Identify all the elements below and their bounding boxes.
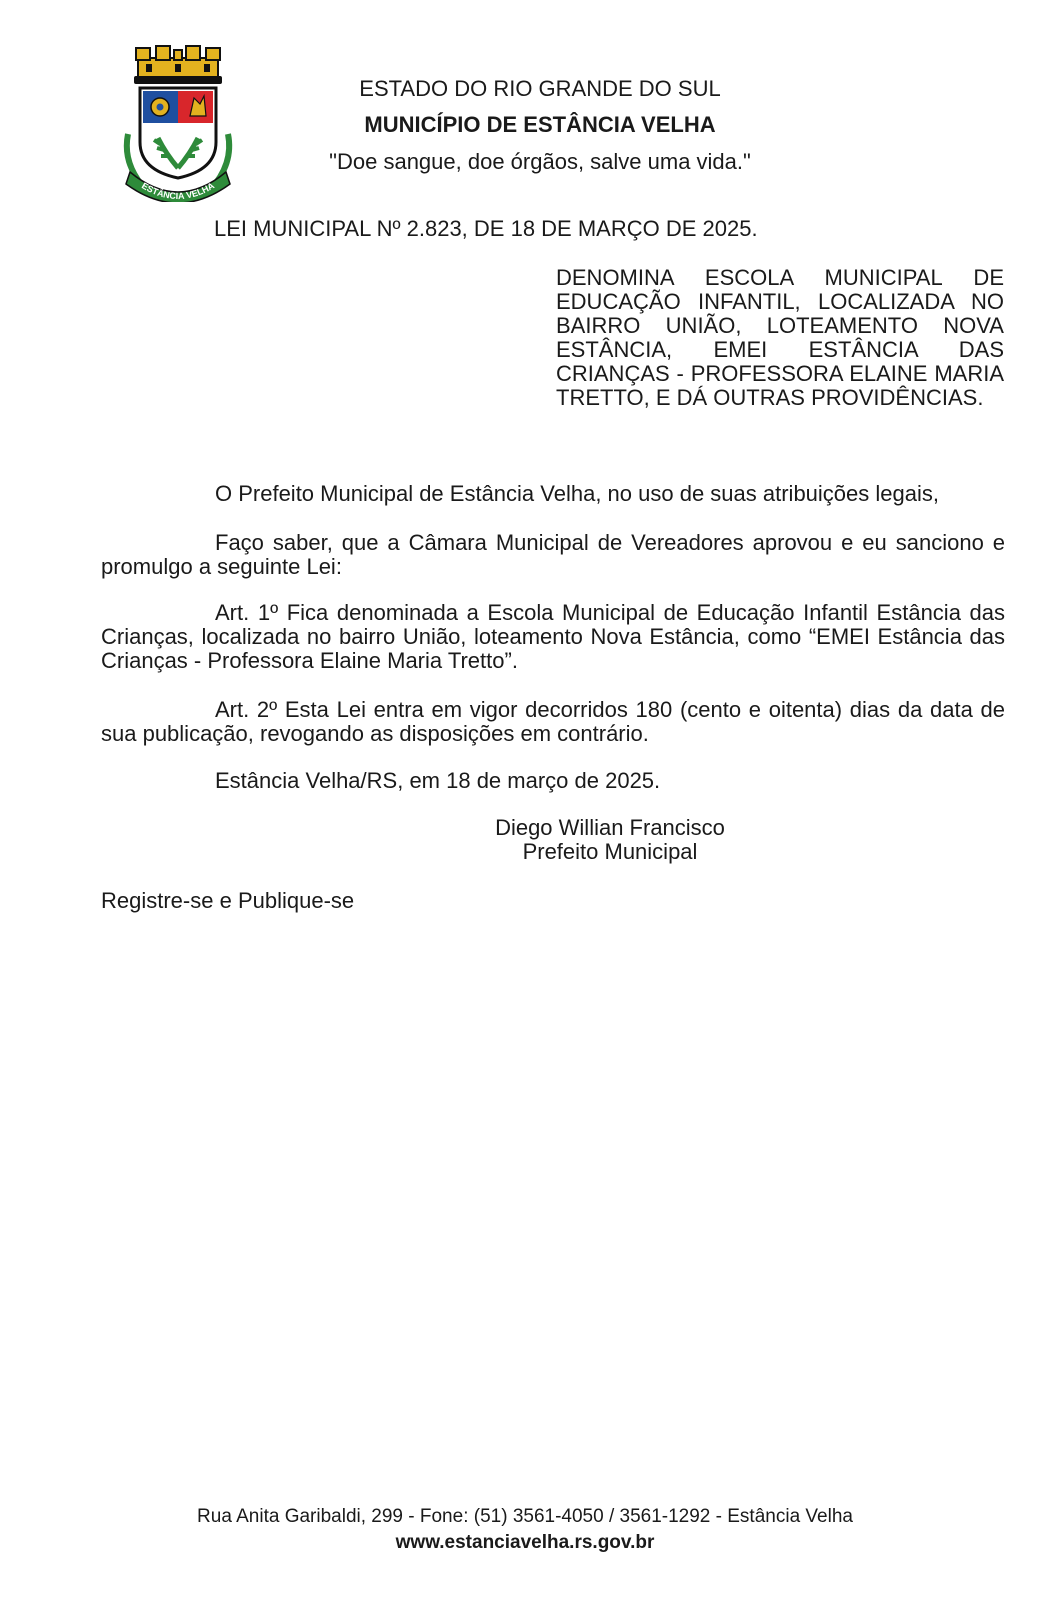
municipal-crest-logo [116, 44, 240, 202]
motto: "Doe sangue, doe órgãos, salve uma vida." [329, 149, 751, 174]
article-2: Art. 2º Esta Lei entra em vigor decorridos 180 (cento e oitenta) dias da data de sua publicação, revogando as disposições em contrário. [101, 697, 1005, 746]
signatory-name: Diego Willian Francisco [495, 815, 725, 840]
enactment-paragraph: Faço saber, que a Câmara Municipal de Vereadores aprovou e eu sanciono e promulgo a seguinte Lei: [101, 530, 1005, 579]
article-1: Art. 1º Fica denominada a Escola Municipal de Educação Infantil Estância das Crianças, localizada no bairro União, loteamento Nova Estância, como “EMEI Estância das Crianças - Professora Elaine Maria Tretto”. [101, 600, 1005, 673]
crest-ribbon-text: ESTÂNCIA VELHA [139, 180, 217, 202]
state-heading: ESTADO DO RIO GRANDE DO SUL [359, 76, 721, 101]
footer-website: www.estanciavelha.rs.gov.br [395, 1532, 655, 1553]
footer-address: Rua Anita Garibaldi, 299 - Fone: (51) 3561-4050 / 3561-1292 - Estância Velha [197, 1506, 853, 1527]
place-and-date: Estância Velha/RS, em 18 de março de 2025. [215, 768, 661, 793]
law-summary: DENOMINA ESCOLA MUNICIPAL DE EDUCAÇÃO INFANTIL, LOCALIZADA NO BAIRRO UNIÃO, LOTEAMENTO NOVA ESTÂNCIA, EMEI ESTÂNCIA DAS CRIANÇAS - PROFESSORA ELAINE MARIA TRETTO, E DÁ OUTRAS PROVIDÊNCIAS. [556, 265, 1004, 410]
register-publish-note: Registre-se e Publique-se [101, 888, 355, 913]
shield-icon [140, 88, 216, 178]
signatory-role: Prefeito Municipal [522, 839, 698, 864]
crown-icon [134, 46, 222, 84]
signature-block [460, 816, 760, 864]
preamble-paragraph: O Prefeito Municipal de Estância Velha, no uso de suas atribuições legais, [215, 481, 939, 506]
law-title: LEI MUNICIPAL Nº 2.823, DE 18 DE MARÇO DE 2025. [214, 216, 758, 241]
municipality-heading: MUNICÍPIO DE ESTÂNCIA VELHA [364, 112, 716, 137]
